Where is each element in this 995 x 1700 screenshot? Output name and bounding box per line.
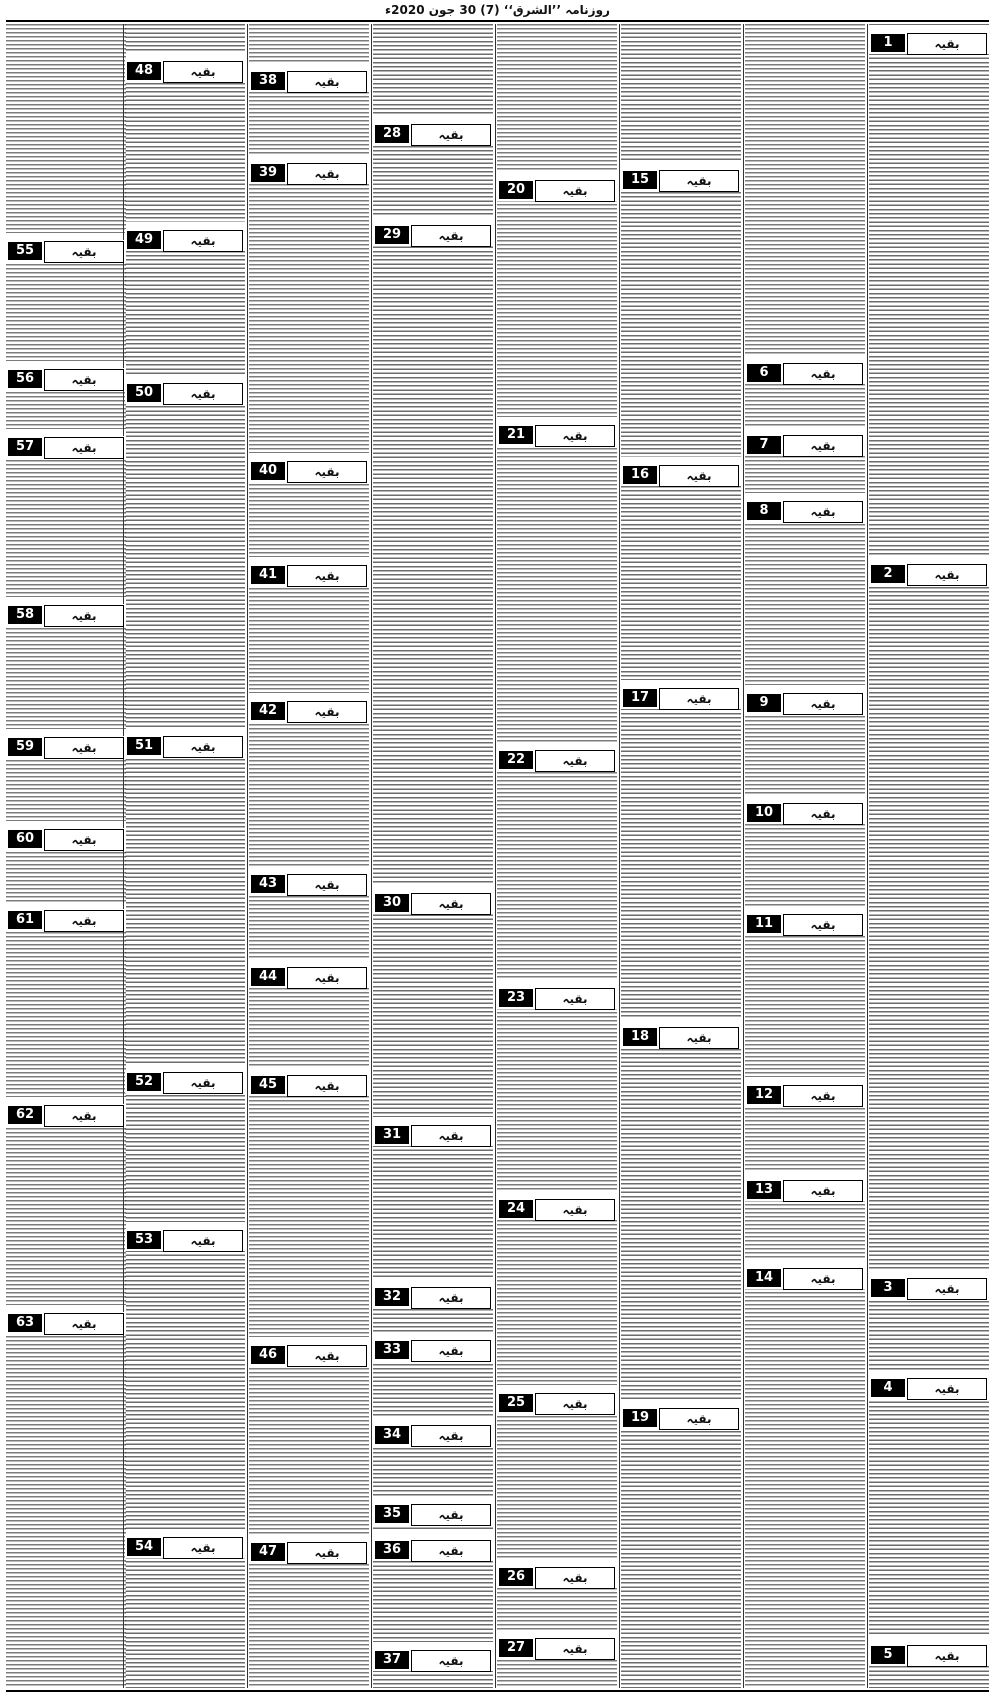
text-column-7 — [125, 24, 245, 1688]
masthead — [0, 0, 995, 20]
continuation-heading — [745, 913, 865, 935]
continuation-heading — [497, 424, 617, 446]
continuation-number: 23 — [499, 989, 533, 1007]
column-text-lines — [869, 24, 989, 1688]
continuation-number: 40 — [251, 462, 285, 480]
continuation-number: 52 — [127, 1073, 161, 1091]
paragraph-gap — [249, 959, 369, 966]
paragraph-gap — [373, 885, 493, 892]
continuation-number: 8 — [747, 502, 781, 520]
paragraph-gap — [497, 417, 617, 424]
continuation-heading — [249, 1344, 369, 1366]
paragraph-gap — [497, 1385, 617, 1392]
continuation-number: 1 — [871, 34, 905, 52]
continuation-label: بقیہ — [411, 1340, 491, 1362]
continuation-label: بقیہ — [44, 1105, 124, 1127]
paragraph-gap — [249, 63, 369, 70]
paragraph-gap — [497, 1191, 617, 1198]
column-text-lines — [249, 24, 369, 1688]
continuation-number: 14 — [747, 1269, 781, 1287]
continuation-heading — [373, 1539, 493, 1561]
continuation-number: 58 — [8, 606, 42, 624]
continuation-heading — [373, 1649, 493, 1671]
continuation-label: بقیہ — [535, 180, 615, 202]
paragraph-gap — [125, 728, 245, 735]
column-text-lines — [497, 24, 617, 1688]
continuation-number: 28 — [375, 125, 409, 143]
continuation-heading — [497, 179, 617, 201]
continuation-number: 56 — [8, 370, 42, 388]
continuation-heading — [125, 735, 245, 757]
continuation-number: 9 — [747, 694, 781, 712]
continuation-heading — [125, 229, 245, 251]
continuation-label: بقیہ — [163, 1537, 243, 1559]
paragraph-gap — [497, 1559, 617, 1566]
continuation-number: 2 — [871, 565, 905, 583]
continuation-label: بقیہ — [411, 1425, 491, 1447]
continuation-label: بقیہ — [44, 241, 124, 263]
continuation-number: 39 — [251, 164, 285, 182]
continuation-label: بقیہ — [783, 1268, 863, 1290]
paragraph-gap — [373, 1417, 493, 1424]
paragraph-gap — [249, 1067, 369, 1074]
paragraph-gap — [373, 217, 493, 224]
continuation-heading — [249, 966, 369, 988]
continuation-label: بقیہ — [907, 1645, 987, 1667]
continuation-number: 38 — [251, 72, 285, 90]
continuation-label: بقیہ — [287, 701, 367, 723]
continuation-heading — [497, 987, 617, 1009]
continuation-label: بقیہ — [411, 1287, 491, 1309]
continuation-heading — [6, 368, 126, 390]
paragraph-gap — [6, 1097, 126, 1104]
paragraph-gap — [125, 1529, 245, 1536]
paragraph-gap — [621, 1400, 741, 1407]
paragraph-gap — [373, 1642, 493, 1649]
column-divider — [619, 24, 620, 1688]
paragraph-gap — [621, 1019, 741, 1026]
continuation-number: 18 — [623, 1028, 657, 1046]
continuation-number: 7 — [747, 436, 781, 454]
paragraph-gap — [249, 453, 369, 460]
paragraph-gap — [125, 53, 245, 60]
paragraph-gap — [6, 597, 126, 604]
continuation-number: 34 — [375, 1426, 409, 1444]
continuation-number: 12 — [747, 1086, 781, 1104]
continuation-heading — [869, 1277, 989, 1299]
continuation-heading — [6, 1104, 126, 1126]
continuation-heading — [869, 1644, 989, 1666]
top-rule — [6, 20, 989, 22]
continuation-label: بقیہ — [783, 693, 863, 715]
continuation-label: بقیہ — [907, 564, 987, 586]
continuation-label: بقیہ — [783, 363, 863, 385]
column-divider — [123, 24, 124, 1688]
continuation-heading — [869, 32, 989, 54]
continuation-heading — [373, 224, 493, 246]
paragraph-gap — [6, 729, 126, 736]
paragraph-gap — [745, 1077, 865, 1084]
continuation-number: 48 — [127, 62, 161, 80]
paragraph-gap — [6, 429, 126, 436]
continuation-number: 54 — [127, 1538, 161, 1556]
continuation-label: بقیہ — [287, 1542, 367, 1564]
continuation-number: 62 — [8, 1106, 42, 1124]
continuation-label: بقیہ — [535, 1393, 615, 1415]
continuation-label: بقیہ — [535, 988, 615, 1010]
continuation-label: بقیہ — [535, 425, 615, 447]
paragraph-gap — [621, 162, 741, 169]
continuation-heading — [249, 1074, 369, 1096]
continuation-label: بقیہ — [163, 383, 243, 405]
paragraph-gap — [869, 1370, 989, 1377]
continuation-heading — [249, 162, 369, 184]
paragraph-gap — [125, 222, 245, 229]
column-divider — [247, 24, 248, 1688]
continuation-number: 35 — [375, 1505, 409, 1523]
continuation-label: بقیہ — [163, 230, 243, 252]
continuation-label: بقیہ — [783, 1180, 863, 1202]
continuation-label: بقیہ — [907, 33, 987, 55]
continuation-number: 6 — [747, 364, 781, 382]
continuation-heading — [249, 460, 369, 482]
continuation-label: بقیہ — [783, 914, 863, 936]
continuation-heading — [249, 1541, 369, 1563]
continuation-label: بقیہ — [411, 1504, 491, 1526]
continuation-heading — [249, 873, 369, 895]
continuation-label: بقیہ — [287, 1345, 367, 1367]
continuation-heading — [621, 464, 741, 486]
continuation-label: بقیہ — [659, 688, 739, 710]
paragraph-gap — [125, 1064, 245, 1071]
paragraph-gap — [249, 1534, 369, 1541]
paragraph-gap — [745, 355, 865, 362]
continuation-label: بقیہ — [411, 893, 491, 915]
continuation-heading — [621, 169, 741, 191]
paragraph-gap — [373, 1496, 493, 1503]
paragraph-gap — [869, 25, 989, 32]
bottom-rule — [6, 1690, 989, 1692]
continuation-number: 41 — [251, 566, 285, 584]
paragraph-gap — [497, 172, 617, 179]
continuation-heading — [6, 909, 126, 931]
continuation-heading — [6, 436, 126, 458]
continuation-number: 11 — [747, 915, 781, 933]
paragraph-gap — [6, 361, 126, 368]
continuation-heading — [621, 1026, 741, 1048]
paragraph-gap — [621, 680, 741, 687]
continuation-label: بقیہ — [659, 170, 739, 192]
paragraph-gap — [497, 1630, 617, 1637]
continuation-number: 31 — [375, 1126, 409, 1144]
continuation-number: 13 — [747, 1181, 781, 1199]
paragraph-gap — [125, 1222, 245, 1229]
continuation-label: بقیہ — [535, 1199, 615, 1221]
continuation-number: 61 — [8, 911, 42, 929]
paragraph-gap — [745, 906, 865, 913]
continuation-label: بقیہ — [163, 1230, 243, 1252]
continuation-number: 36 — [375, 1541, 409, 1559]
paragraph-gap — [745, 493, 865, 500]
continuation-label: بقیہ — [44, 910, 124, 932]
continuation-heading — [497, 1392, 617, 1414]
continuation-label: بقیہ — [287, 565, 367, 587]
column-divider — [867, 24, 868, 1688]
continuation-label: بقیہ — [907, 1278, 987, 1300]
continuation-heading — [497, 1566, 617, 1588]
continuation-heading — [373, 892, 493, 914]
continuation-heading — [745, 362, 865, 384]
continuation-label: بقیہ — [535, 1638, 615, 1660]
paragraph-gap — [869, 556, 989, 563]
continuation-label: بقیہ — [907, 1378, 987, 1400]
continuation-heading — [6, 828, 126, 850]
continuation-label: بقیہ — [163, 1072, 243, 1094]
continuation-heading — [373, 1503, 493, 1525]
paragraph-gap — [249, 155, 369, 162]
continuation-label: بقیہ — [287, 967, 367, 989]
continuation-heading — [249, 564, 369, 586]
paragraph-gap — [497, 742, 617, 749]
continuation-number: 15 — [623, 171, 657, 189]
continuation-number: 16 — [623, 466, 657, 484]
continuation-number: 27 — [499, 1639, 533, 1657]
continuation-label: بقیہ — [535, 750, 615, 772]
continuation-heading — [373, 1424, 493, 1446]
continuation-heading — [6, 240, 126, 262]
paragraph-gap — [249, 557, 369, 564]
paragraph-gap — [373, 1332, 493, 1339]
continuation-number: 50 — [127, 384, 161, 402]
continuation-number: 17 — [623, 689, 657, 707]
column-divider — [743, 24, 744, 1688]
continuation-heading — [745, 802, 865, 824]
continuation-heading — [125, 1229, 245, 1251]
column-divider — [371, 24, 372, 1688]
paragraph-gap — [249, 693, 369, 700]
continuation-label: بقیہ — [287, 461, 367, 483]
continuation-heading — [497, 749, 617, 771]
continuation-number: 37 — [375, 1651, 409, 1669]
continuation-heading — [621, 687, 741, 709]
text-column-1 — [869, 24, 989, 1688]
continuation-number: 5 — [871, 1646, 905, 1664]
continuation-heading — [745, 1084, 865, 1106]
continuation-label: بقیہ — [783, 1085, 863, 1107]
paragraph-gap — [745, 1172, 865, 1179]
paragraph-gap — [869, 1270, 989, 1277]
paragraph-gap — [745, 685, 865, 692]
continuation-label: بقیہ — [659, 465, 739, 487]
continuation-number: 26 — [499, 1568, 533, 1586]
paragraph-gap — [869, 1637, 989, 1644]
continuation-number: 24 — [499, 1200, 533, 1218]
continuation-label: بقیہ — [659, 1027, 739, 1049]
continuation-label: بقیہ — [44, 369, 124, 391]
masthead-title: روزنامہ ’’الشرق‘‘ (7) 30 جون 2020ء — [385, 3, 610, 17]
paragraph-gap — [745, 427, 865, 434]
paragraph-gap — [373, 1532, 493, 1539]
column-divider — [495, 24, 496, 1688]
continuation-heading — [125, 1536, 245, 1558]
text-column-5 — [373, 24, 493, 1688]
continuation-label: بقیہ — [411, 1650, 491, 1672]
paragraph-gap — [249, 1337, 369, 1344]
continuation-heading — [125, 60, 245, 82]
continuation-label: بقیہ — [411, 1540, 491, 1562]
paragraph-gap — [249, 866, 369, 873]
continuation-number: 25 — [499, 1394, 533, 1412]
continuation-heading — [249, 70, 369, 92]
continuation-number: 44 — [251, 968, 285, 986]
continuation-heading — [373, 1286, 493, 1308]
paragraph-gap — [373, 1279, 493, 1286]
continuation-heading — [745, 692, 865, 714]
continuation-number: 51 — [127, 737, 161, 755]
paragraph-gap — [745, 1260, 865, 1267]
continuation-number: 21 — [499, 426, 533, 444]
continuation-heading — [6, 604, 126, 626]
continuation-number: 4 — [871, 1379, 905, 1397]
continuation-number: 57 — [8, 438, 42, 456]
continuation-heading — [745, 500, 865, 522]
paragraph-gap — [6, 233, 126, 240]
continuation-heading — [745, 434, 865, 456]
continuation-label: بقیہ — [783, 435, 863, 457]
continuation-heading — [125, 382, 245, 404]
continuation-label: بقیہ — [44, 437, 124, 459]
paragraph-gap — [6, 902, 126, 909]
continuation-label: بقیہ — [44, 1313, 124, 1335]
continuation-number: 32 — [375, 1288, 409, 1306]
continuation-number: 45 — [251, 1076, 285, 1094]
continuation-label: بقیہ — [287, 163, 367, 185]
continuation-label: بقیہ — [163, 61, 243, 83]
paragraph-gap — [125, 375, 245, 382]
continuation-number: 46 — [251, 1346, 285, 1364]
continuation-number: 3 — [871, 1279, 905, 1297]
continuation-number: 59 — [8, 738, 42, 756]
continuation-heading — [745, 1267, 865, 1289]
continuation-heading — [373, 123, 493, 145]
continuation-number: 10 — [747, 804, 781, 822]
continuation-heading — [249, 700, 369, 722]
paragraph-gap — [373, 1117, 493, 1124]
continuation-number: 53 — [127, 1231, 161, 1249]
continuation-heading — [745, 1179, 865, 1201]
column-text-lines — [745, 24, 865, 1688]
continuation-label: بقیہ — [287, 71, 367, 93]
continuation-number: 49 — [127, 231, 161, 249]
continuation-heading — [869, 563, 989, 585]
continuation-number: 55 — [8, 242, 42, 260]
continuation-heading — [373, 1124, 493, 1146]
paragraph-gap — [621, 457, 741, 464]
continuation-label: بقیہ — [411, 1125, 491, 1147]
continuation-label: بقیہ — [411, 124, 491, 146]
continuation-number: 30 — [375, 894, 409, 912]
continuation-label: بقیہ — [783, 803, 863, 825]
continuation-heading — [497, 1198, 617, 1220]
continuation-heading — [621, 1407, 741, 1429]
continuation-label: بقیہ — [411, 225, 491, 247]
text-column-3 — [621, 24, 741, 1688]
continuation-number: 43 — [251, 875, 285, 893]
continuation-label: بقیہ — [163, 736, 243, 758]
continuation-heading — [373, 1339, 493, 1361]
continuation-number: 42 — [251, 702, 285, 720]
continuation-number: 22 — [499, 751, 533, 769]
continuation-number: 33 — [375, 1341, 409, 1359]
column-text-lines — [621, 24, 741, 1688]
paragraph-gap — [6, 1305, 126, 1312]
continuation-heading — [125, 1071, 245, 1093]
text-column-6 — [249, 24, 369, 1688]
continuation-number: 20 — [499, 181, 533, 199]
continuation-heading — [869, 1377, 989, 1399]
text-column-4 — [497, 24, 617, 1688]
column-text-lines — [125, 24, 245, 1688]
continuation-number: 47 — [251, 1543, 285, 1561]
continuation-label: بقیہ — [535, 1567, 615, 1589]
continuation-number: 60 — [8, 830, 42, 848]
paragraph-gap — [373, 116, 493, 123]
continuation-label: بقیہ — [44, 605, 124, 627]
continuation-label: بقیہ — [287, 874, 367, 896]
continuation-number: 63 — [8, 1314, 42, 1332]
continuation-heading — [497, 1637, 617, 1659]
continuation-label: بقیہ — [783, 501, 863, 523]
continuation-label: بقیہ — [659, 1408, 739, 1430]
paragraph-gap — [497, 980, 617, 987]
column-text-lines — [6, 24, 126, 1688]
continuation-number: 19 — [623, 1409, 657, 1427]
text-column-8 — [6, 24, 126, 1688]
continuation-number: 29 — [375, 226, 409, 244]
continuation-label: بقیہ — [287, 1075, 367, 1097]
continuation-heading — [6, 1312, 126, 1334]
continuation-heading — [6, 736, 126, 758]
text-column-2 — [745, 24, 865, 1688]
paragraph-gap — [745, 795, 865, 802]
paragraph-gap — [6, 821, 126, 828]
continuation-label: بقیہ — [44, 829, 124, 851]
continuation-label: بقیہ — [44, 737, 124, 759]
